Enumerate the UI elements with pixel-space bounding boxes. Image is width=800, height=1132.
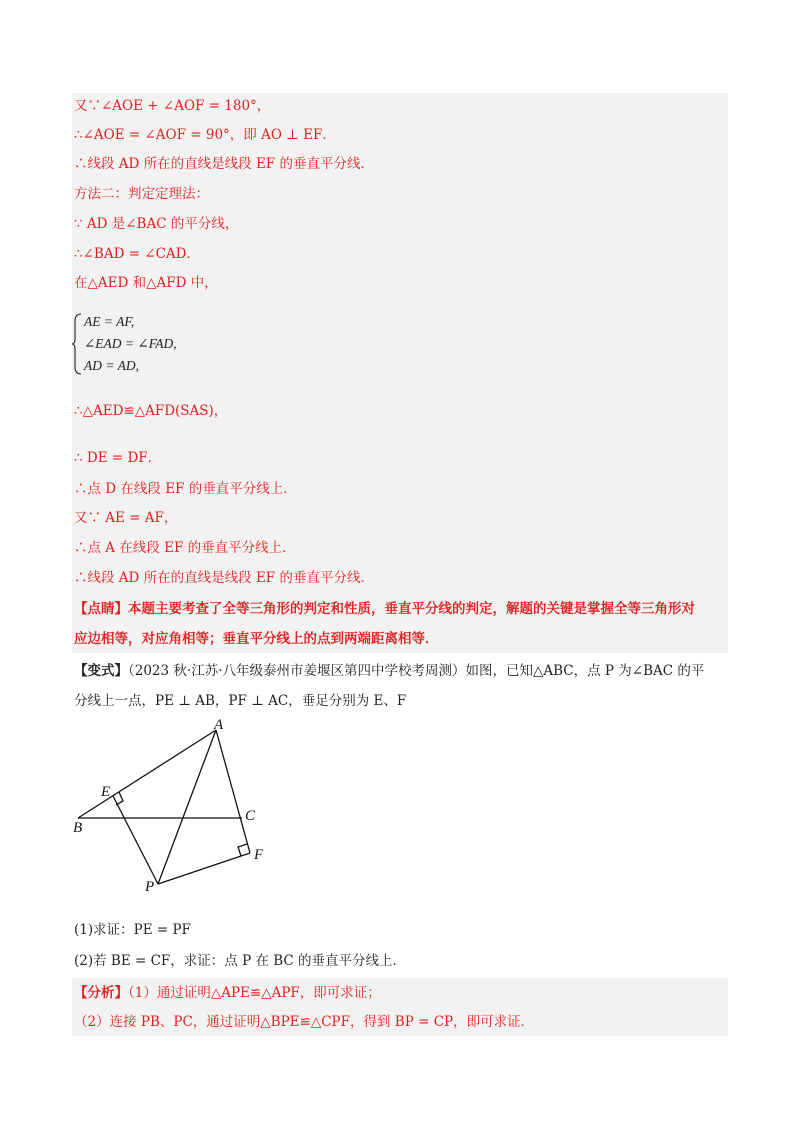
solution-line: 又∵ AE = AF， xyxy=(74,510,178,526)
system-equation: ∠EAD = ∠FAD, xyxy=(84,336,177,351)
comment-tag: 【点睛】 xyxy=(74,601,128,617)
analysis-text: （1）通过证明△APE≌△APF，即可求证； xyxy=(128,985,381,1001)
solution-line: ∴∠AOE = ∠AOF = 90°，即 AO ⊥ EF． xyxy=(74,127,336,143)
variant-line: 分线上一点，PE ⊥ AB，PF ⊥ AC，垂足分别为 E、F xyxy=(74,693,407,709)
segment-pf xyxy=(158,853,250,884)
solution-line: ∴点 A 在线段 EF 的垂直平分线上． xyxy=(74,540,296,556)
solution-line: ∴∠BAD = ∠CAD． xyxy=(74,246,201,262)
segment-ac xyxy=(216,730,250,853)
label-a: A xyxy=(214,718,224,733)
equation-system-brace xyxy=(72,313,82,375)
solution-line: ∵ AD 是∠BAC 的平分线， xyxy=(74,216,239,232)
method-heading: 方法二：判定定理法： xyxy=(74,186,209,202)
question-1: (1)求证：PE = PF xyxy=(74,922,191,938)
solution-line: ∴点 D 在线段 EF 的垂直平分线上． xyxy=(74,481,297,497)
analysis-tag: 【分析】 xyxy=(74,985,128,1001)
segment-ba xyxy=(78,730,216,818)
segment-ap xyxy=(158,730,216,884)
label-c: C xyxy=(245,808,256,824)
system-equation: AD = AD, xyxy=(84,358,139,373)
label-b: B xyxy=(73,820,83,836)
system-equation: AE = AF, xyxy=(84,314,135,329)
solution-line: ∴△AED≌△AFD(SAS)， xyxy=(74,403,228,419)
comment-text: 本题主要考查了全等三角形的判定和性质，垂直平分线的判定，解题的关键是掌握全等三角形对 xyxy=(128,601,695,617)
comment-line xyxy=(74,600,695,618)
comment-line: 应边相等，对应角相等；垂直平分线上的点到两端距离相等． xyxy=(74,631,439,647)
variant-tag: 【变式】 xyxy=(74,663,128,679)
analysis-line xyxy=(74,984,381,1002)
analysis-line: （2）连接 PB、PC，通过证明△BPE≌△CPF，得到 BP = CP，即可求证． xyxy=(74,1014,535,1030)
geometry-figure xyxy=(70,718,280,908)
solution-line: 在△AED 和△AFD 中， xyxy=(74,275,218,291)
solution-line: ∴线段 AD 所在的直线是线段 EF 的垂直平分线． xyxy=(74,156,374,172)
variant-text: （2023 秋·江苏·八年级泰州市姜堰区第四中学校考周测）如图，已知△ABC，点 P 为∠BAC 的平 xyxy=(128,663,705,679)
label-f: F xyxy=(254,847,264,863)
label-e: E xyxy=(101,784,111,800)
label-p: P xyxy=(145,879,155,895)
variant-line xyxy=(74,662,704,680)
segment-ep xyxy=(113,796,158,884)
question-2: (2)若 BE = CF，求证：点 P 在 BC 的垂直平分线上． xyxy=(74,953,407,969)
solution-line: 又∵∠AOE + ∠AOF = 180°， xyxy=(74,98,271,114)
solution-line: ∴线段 AD 所在的直线是线段 EF 的垂直平分线． xyxy=(74,570,374,586)
solution-line: ∴ DE = DF． xyxy=(74,450,162,466)
